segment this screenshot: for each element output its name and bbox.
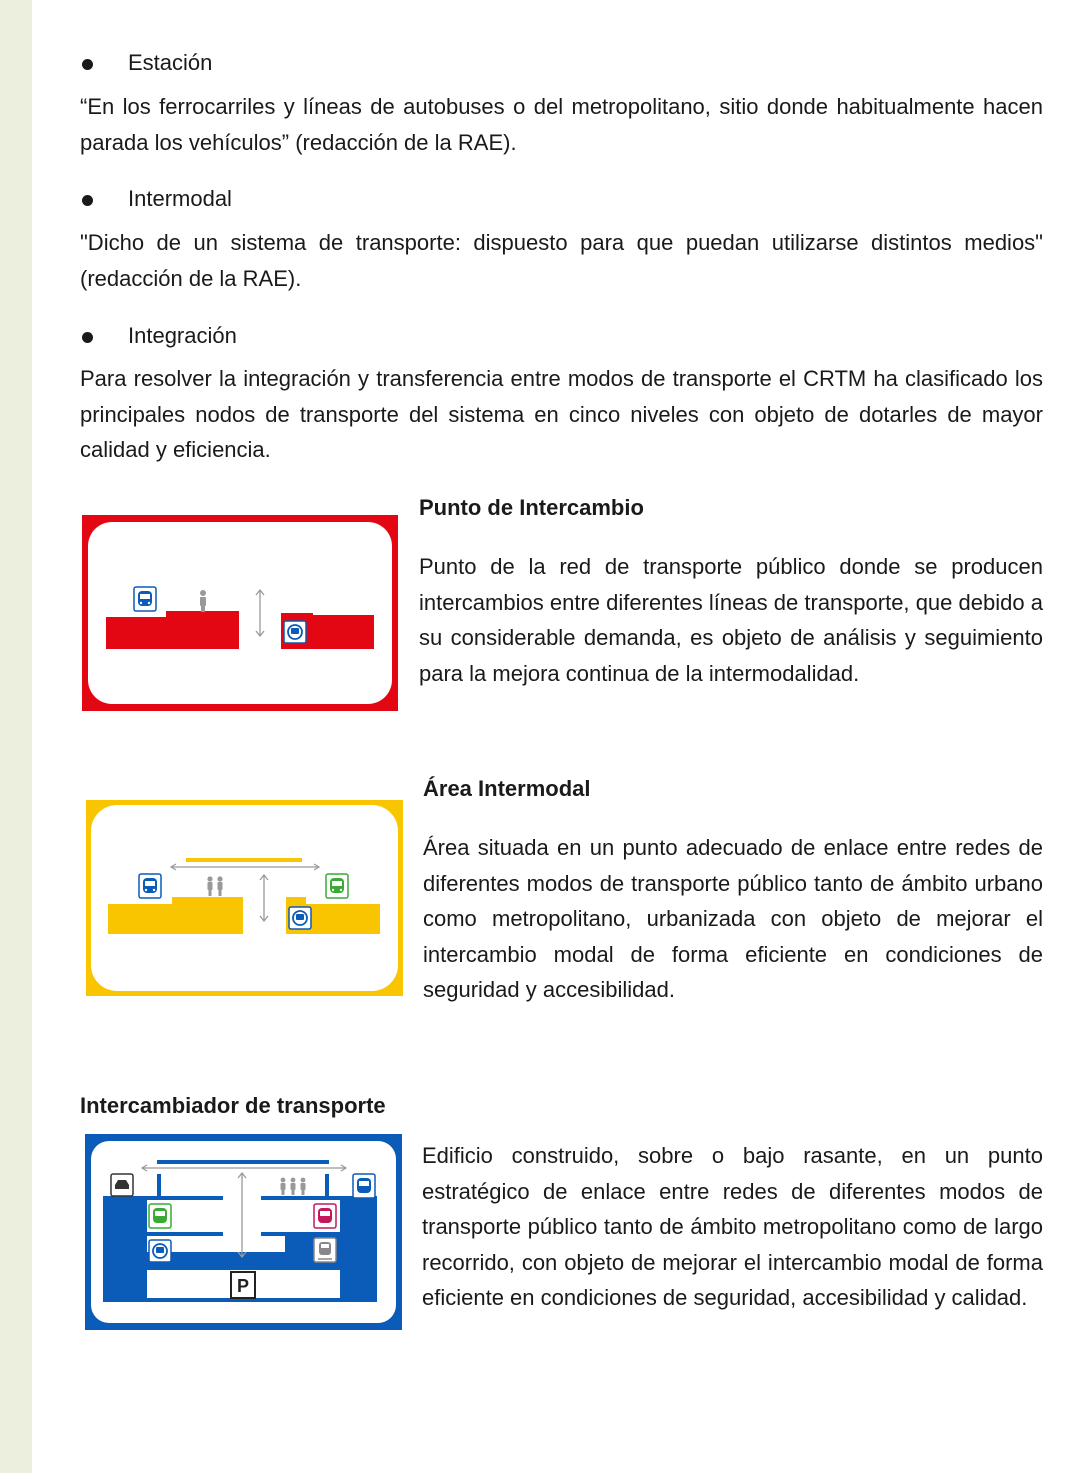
bullet-icon (82, 332, 93, 343)
people-icon (281, 1178, 306, 1195)
level-text-area-intermodal: Área situada en un punto adecuado de enlace entre redes de diferentes modos de transporte público tanto de ámbito urbano como metropolitano, urbanizada con objeto de mejorar el intercambio modal de forma eficiente en condiciones de seguridad y accesibilidad. (423, 835, 1043, 1002)
level-text-punto-intercambio: Punto de la red de transporte público donde se producen intercambios entre diferentes líneas de transporte, que debido a su considerable demanda, es objeto de análisis y seguimiento para la mejora continua de la intermodalidad. (419, 554, 1043, 686)
bullet-icon (82, 195, 93, 206)
level-title-punto-intercambio: Punto de Intercambio (419, 495, 644, 520)
page-margin-strip (0, 0, 32, 1473)
parking-label: P (236, 1276, 250, 1296)
term-estacion: Estación (128, 50, 213, 75)
level-title-intercambiador: Intercambiador de transporte (80, 1093, 386, 1118)
metro-icon (149, 1240, 171, 1262)
red-bus-icon (314, 1204, 336, 1228)
parking-icon (231, 1272, 255, 1298)
punto-intercambio-diagram (82, 515, 398, 711)
definition-intermodal: "Dicho de un sistema de transporte: dispuesto para que puedan utilizarse distintos medios" (redacción de la RAE). (80, 230, 1043, 291)
bus-icon (353, 1174, 375, 1198)
bullet-icon (82, 59, 93, 70)
metro-icon (284, 621, 306, 643)
definition-integracion: Para resolver la integración y transferencia entre modos de transporte el CRTM ha clasificado los principales nodos de transporte del sistema en cinco niveles con objeto de dotarles de mayor calidad y eficiencia. (80, 366, 1043, 462)
intercambiador-diagram (85, 1134, 402, 1330)
train-icon (314, 1238, 336, 1262)
car-icon (111, 1174, 133, 1196)
term-intermodal: Intermodal (128, 186, 232, 211)
level-title-area-intermodal: Área Intermodal (423, 776, 591, 801)
green-bus-icon (149, 1204, 171, 1228)
metro-icon (289, 907, 311, 929)
bus-icon (139, 874, 161, 898)
level-text-intercambiador: Edificio construido, sobre o bajo rasante, en un punto estratégico de enlace entre redes de diferentes modos de transporte público tanto de ámbito metropolitano como de largo recorrido, con objeto de mejorar el intercambio modal de forma eficiente en condiciones de seguridad, accesibilidad y calidad. (422, 1143, 1043, 1310)
term-integracion: Integración (128, 323, 237, 348)
definition-estacion: “En los ferrocarriles y líneas de autobuses o del metropolitano, sitio donde habitualmente hacen parada los vehículos” (redacción de la RAE). (80, 94, 1043, 155)
green-bus-icon (326, 874, 348, 898)
area-intermodal-diagram (86, 800, 403, 996)
bus-icon (134, 587, 156, 611)
